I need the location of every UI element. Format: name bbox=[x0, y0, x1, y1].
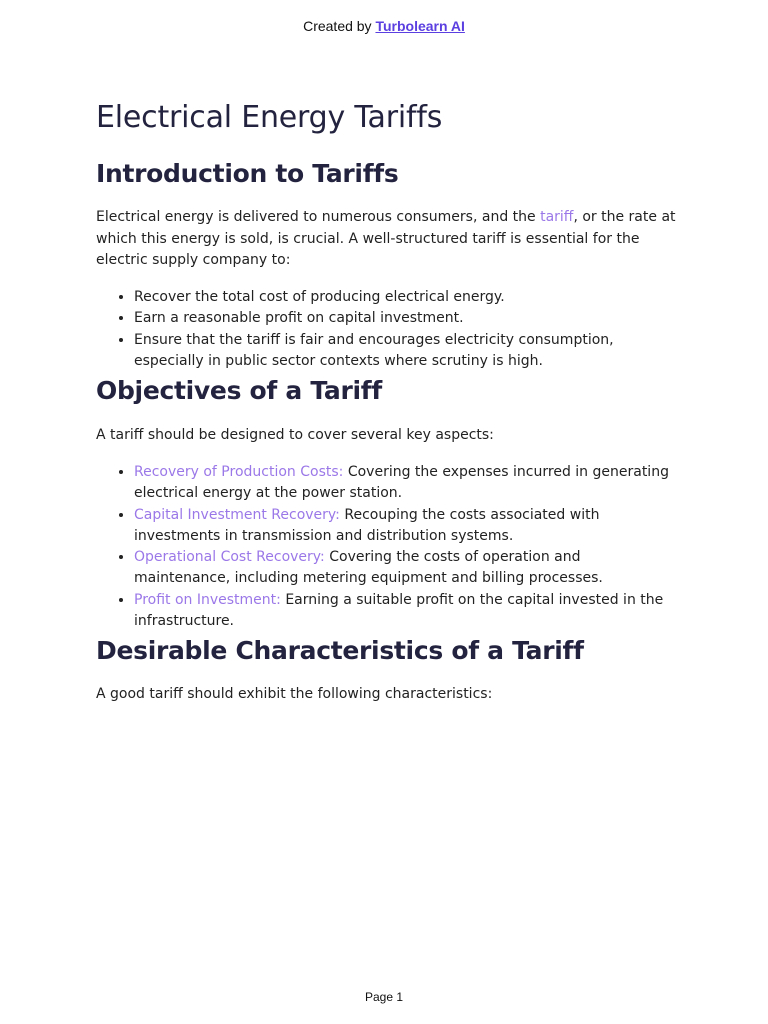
turbolearn-link[interactable]: Turbolearn AI bbox=[375, 18, 465, 34]
list-item bbox=[134, 547, 676, 590]
objectives-bullet-list bbox=[96, 462, 676, 632]
intro-text-after: , or the rate at which this energy is sold, is crucial. A well-structured tariff is essential for the electric supply company to: bbox=[96, 209, 676, 268]
tariff-term: tariff bbox=[540, 209, 574, 225]
objective-text: Recouping the costs associated with investments in transmission and distribution systems. bbox=[134, 506, 600, 544]
list-item: • Recover the total cost of producing electrical energy. bbox=[134, 287, 676, 308]
list-item bbox=[134, 590, 676, 633]
objective-term: Operational Cost Recovery: bbox=[134, 549, 325, 566]
page-title: Electrical Energy Tariffs bbox=[96, 100, 443, 135]
objective-text: Covering the costs of operation and maintenance, including metering equipment and billing processes. bbox=[134, 549, 603, 587]
objectives-heading: Objectives of a Tariff bbox=[96, 376, 382, 405]
created-by-label: Created by bbox=[303, 18, 372, 34]
intro-heading: Introduction to Tariffs bbox=[96, 159, 399, 188]
objectives-paragraph: A tariff should be designed to cover several key aspects: bbox=[96, 427, 494, 443]
desirable-paragraph: A good tariff should exhibit the following characteristics: bbox=[96, 686, 493, 702]
objective-term: Recovery of Production Costs: bbox=[134, 464, 344, 480]
objective-text: Earning a suitable profit on the capital invested in the infrastructure. bbox=[134, 591, 664, 630]
objective-text: Covering the expenses incurred in generating electrical energy at the power station. bbox=[134, 464, 669, 502]
intro-paragraph bbox=[96, 207, 676, 272]
desirable-heading: Desirable Characteristics of a Tariff bbox=[96, 636, 584, 665]
list-item bbox=[134, 505, 676, 548]
list-item bbox=[134, 462, 676, 505]
page-number: Page 1 bbox=[364, 990, 404, 1004]
list-item: • Ensure that the tariff is fair and encourages electricity consumption, especially in public sector contexts where scrutiny is high. bbox=[134, 330, 676, 373]
intro-bullet-list bbox=[96, 287, 676, 372]
list-item: • Earn a reasonable profit on capital investment. bbox=[134, 308, 676, 329]
objective-term: Capital Investment Recovery: bbox=[134, 506, 340, 523]
created-by-line bbox=[0, 18, 768, 34]
intro-text-before: Electrical energy is delivered to numerous consumers, and the bbox=[96, 209, 541, 225]
objective-term: Profit on Investment: bbox=[134, 591, 281, 608]
